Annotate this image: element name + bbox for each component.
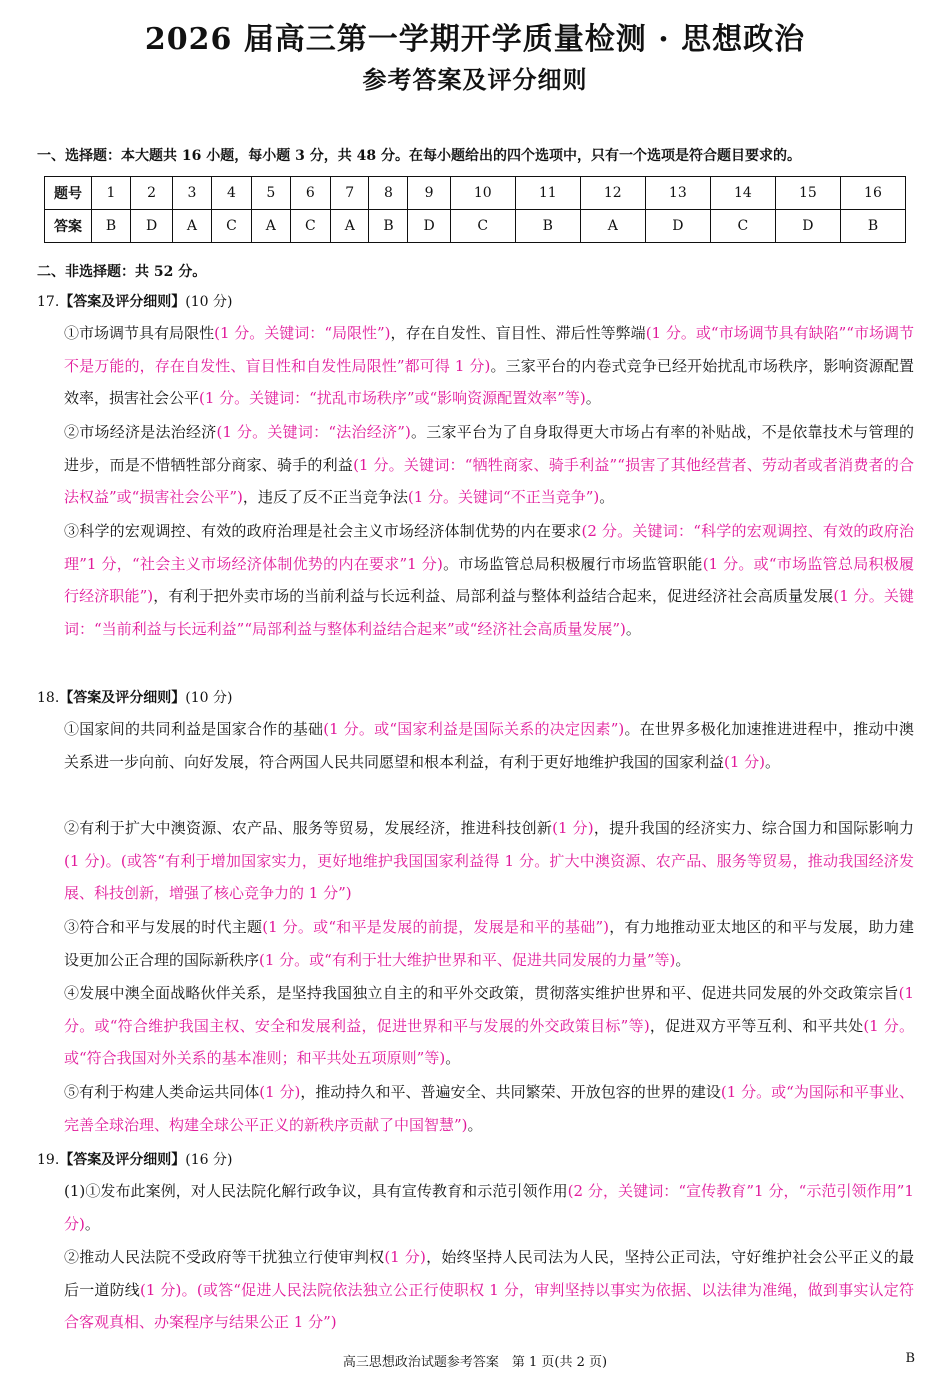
answer-cell: C bbox=[710, 210, 775, 243]
question-number: 14 bbox=[710, 177, 775, 210]
answer-text: ，违反了反不正当竞争法 bbox=[242, 488, 408, 507]
q18-number: 18. bbox=[37, 690, 60, 706]
question-number: 15 bbox=[775, 177, 840, 210]
answer-cell: A bbox=[580, 210, 645, 243]
scoring-note: (1 分。或“和平是发展的前提，发展是和平的基础”) bbox=[262, 918, 610, 936]
q19-number: 19. bbox=[37, 1152, 60, 1168]
answer-text: 。 bbox=[675, 950, 691, 969]
scoring-note: (1 分) bbox=[384, 1248, 426, 1266]
question-number: 6 bbox=[290, 177, 330, 210]
answer-text: 。三家平台为了自身取得更大市场占有率的补贴战，不是依靠技术与管理的进步，而是不惜牺牲部分商家、骑手的利益 bbox=[64, 423, 914, 474]
q18-score: (10 分) bbox=[185, 690, 233, 706]
scoring-note: (1 分。或“国家利益是国际关系的决定因素”) bbox=[323, 720, 625, 738]
q18-heading bbox=[37, 687, 232, 707]
question-number: 1 bbox=[92, 177, 131, 210]
paper-version-mark: B bbox=[905, 1351, 915, 1366]
q19-point-2 bbox=[64, 1241, 914, 1339]
q19-heading bbox=[37, 1149, 232, 1169]
scoring-note: (1 分。关键词：“扰乱市场秩序”或“影响资源配置效率”等) bbox=[199, 389, 586, 408]
q18-point-2 bbox=[64, 812, 914, 910]
q17-point-1 bbox=[64, 317, 914, 415]
page-footer: 高三思想政治试题参考答案 第 1 页(共 2 页) bbox=[342, 1355, 608, 1370]
q18-point-5 bbox=[64, 1076, 914, 1141]
answer-text: ，存在自发性、盲目性、滞后性等弊端 bbox=[390, 324, 646, 342]
answer-text: ④发展中澳全面战略伙伴关系，是坚持我国独立自主的和平外交政策，贯彻落实维护世界和平、促进共同发展的外交政策宗旨 bbox=[64, 984, 899, 1002]
answer-text: ③符合和平与发展的时代主题 bbox=[64, 918, 263, 936]
scoring-note: (1 分。或“为国际和平事业、完善全球治理、构建全球公平正义的新秩序贡献了中国智慧”) bbox=[64, 1083, 914, 1134]
answer-text: 。在世界多极化加速推进进程中，推动中澳关系进一步向前、向好发展，符合两国人民共同愿望和根本利益，有利于更好地维护我国的国家利益 bbox=[64, 720, 914, 771]
question-number: 5 bbox=[252, 177, 290, 210]
answer-cell: D bbox=[645, 210, 710, 243]
answer-cell: D bbox=[775, 210, 840, 243]
q18-point-3 bbox=[64, 911, 914, 976]
answer-text: 。 bbox=[625, 619, 641, 638]
scoring-note: (1 分) bbox=[259, 1083, 301, 1101]
answer-text: 。 bbox=[445, 1049, 461, 1068]
answer-text: 。 bbox=[599, 488, 615, 507]
question-number: 10 bbox=[450, 177, 515, 210]
answer-text: ①国家间的共同利益是国家合作的基础 bbox=[64, 720, 324, 738]
q19-point-1 bbox=[64, 1175, 914, 1240]
answer-text: 。 bbox=[467, 1115, 483, 1134]
answer-cell: A bbox=[173, 210, 211, 243]
question-number: 11 bbox=[515, 177, 580, 210]
scoring-note: (2 分，关键词：“宣传教育”1 分，“示范引领作用”1 分) bbox=[64, 1182, 914, 1233]
answer-text: ，有力地推动亚太地区的和平与发展，助力建设更加公正合理的国际新秩序 bbox=[64, 918, 914, 969]
scoring-note: (1 分。关键词：“局限性”) bbox=[214, 324, 391, 342]
answer-cell: A bbox=[331, 210, 369, 243]
q17-point-3 bbox=[64, 515, 914, 645]
row-label-answer: 答案 bbox=[45, 210, 92, 243]
page-title: 2026 届高三第一学期开学质量检测 · 思想政治 bbox=[144, 22, 806, 57]
answer-cell: C bbox=[290, 210, 330, 243]
q18-point-4 bbox=[64, 977, 914, 1075]
question-number: 8 bbox=[369, 177, 408, 210]
scoring-note: (1 分) bbox=[552, 819, 594, 837]
question-number: 4 bbox=[211, 177, 251, 210]
scoring-note: (1 分)。(或答“促进人民法院依法独立公正行使职权 1 分，审判坚持以事实为依据、以法律为准绳，做到事实认定符合客观真相、办案程序与结果公正 1 分”) bbox=[64, 1280, 914, 1332]
question-number: 9 bbox=[408, 177, 450, 210]
scoring-note: (1 分。关键词：“法治经济”) bbox=[216, 423, 411, 441]
answer-text: 。三家平台的内卷式竞争已经开始扰乱市场秩序，影响资源配置效率，损害社会公平 bbox=[64, 356, 914, 408]
section-multiple-choice-heading: 一、选择题：本大题共 16 小题，每小题 3 分，共 48 分。在每小题给出的四个选项中，只有一个选项是符合题目要求的。 bbox=[37, 148, 801, 164]
answer-text: 。 bbox=[585, 389, 601, 408]
q17-point-2 bbox=[64, 416, 914, 514]
answer-text: (1)①发布此案例，对人民法院化解行政争议，具有宣传教育和示范引领作用 bbox=[64, 1182, 568, 1200]
answer-text: ②推动人民法院不受政府等干扰独立行使审判权 bbox=[64, 1248, 385, 1266]
answer-text: ①市场调节具有局限性 bbox=[64, 324, 215, 342]
question-number: 13 bbox=[645, 177, 710, 210]
answer-cell: A bbox=[252, 210, 290, 243]
answer-cell: C bbox=[211, 210, 251, 243]
answer-text: ②市场经济是法治经济 bbox=[64, 423, 217, 441]
answer-text: ③科学的宏观调控、有效的政府治理是社会主义市场经济体制优势的内在要求 bbox=[64, 522, 582, 540]
q17-number: 17. bbox=[37, 294, 60, 310]
answer-text: ，始终坚持人民司法为人民，坚持公正司法，守好维护社会公平正义的最后一道防线 bbox=[64, 1248, 914, 1299]
scoring-note: (1 分。或“市场监管总局积极履行经济职能”) bbox=[64, 554, 915, 606]
answer-text: 。市场监管总局积极履行市场监管职能 bbox=[442, 554, 703, 573]
q19-score: (16 分) bbox=[185, 1152, 233, 1168]
page-subtitle: 参考答案及评分细则 bbox=[362, 65, 588, 94]
answer-cell: B bbox=[92, 210, 131, 243]
scoring-note: (1 分)。(或答“有利于增加国家实力，更好地维护我国国家利益得 1 分。扩大中澳资源、农产品、服务等贸易，推动我国经济发展、科技创新，增强了核心竞争力的 1 分”) bbox=[64, 851, 914, 903]
q17-score: (10 分) bbox=[185, 294, 233, 310]
answer-text: ②有利于扩大中澳资源、农产品、服务等贸易，发展经济，推进科技创新 bbox=[64, 819, 553, 837]
q18-label: 【答案及评分细则】 bbox=[59, 690, 186, 706]
question-number: 3 bbox=[173, 177, 211, 210]
scoring-note: (1 分。或“有利于壮大维护世界和平、促进共同发展的力量”等) bbox=[259, 950, 676, 969]
scoring-note: (1 分。关键词：“当前利益与长远利益”“局部利益与整体利益结合起来”或“经济社会高质量发展”) bbox=[64, 587, 914, 638]
answer-text: ⑤有利于构建人类命运共同体 bbox=[64, 1083, 260, 1101]
question-number-row bbox=[45, 177, 906, 210]
answer-row bbox=[45, 210, 906, 243]
answer-cell: D bbox=[131, 210, 173, 243]
answer-text: 。 bbox=[765, 752, 781, 771]
scoring-note: (1 分) bbox=[724, 752, 766, 771]
answer-cell: B bbox=[369, 210, 408, 243]
answer-cell: B bbox=[515, 210, 580, 243]
scoring-note: (1 分。或“市场调节具有缺陷”“市场调节不是万能的，存在自发性、盲目性和自发性局限性”都可得 1 分) bbox=[64, 324, 915, 375]
answer-cell: C bbox=[450, 210, 515, 243]
scoring-note: (1 分。关键词“不正当竞争”) bbox=[407, 488, 600, 507]
question-number: 16 bbox=[840, 177, 905, 210]
scoring-note: (1 分。或“符合我国对外关系的基本准则；和平共处五项原则”等) bbox=[64, 1016, 914, 1068]
question-number: 12 bbox=[580, 177, 645, 210]
row-label-number: 题号 bbox=[45, 177, 92, 210]
scoring-note: (2 分。关键词：“科学的宏观调控、有效的政府治理”1 分，“社会主义市场经济体制优势的内在要求”1 分) bbox=[64, 522, 914, 573]
q17-label: 【答案及评分细则】 bbox=[59, 294, 186, 310]
answer-cell: D bbox=[408, 210, 450, 243]
answer-text: ，提升我国的经济实力、综合国力和国际影响力 bbox=[593, 819, 914, 837]
scoring-note: (1 分。关键词：“牺牲商家、骑手利益”“损害了其他经营者、劳动者或者消费者的合法权益”或“损害社会公平”) bbox=[64, 455, 914, 507]
answer-text: ，推动持久和平、普遍安全、共同繁荣、开放包容的世界的建设 bbox=[300, 1083, 721, 1101]
answer-text: ，促进双方平等互利、和平共处 bbox=[649, 1016, 864, 1035]
q18-point-1 bbox=[64, 713, 914, 778]
answer-text: ，有利于把外卖市场的当前利益与长远利益、局部利益与整体利益结合起来，促进经济社会高质量发展 bbox=[153, 587, 834, 606]
answer-text: 。 bbox=[84, 1214, 100, 1233]
question-number: 7 bbox=[331, 177, 369, 210]
answer-table bbox=[44, 176, 906, 243]
scoring-note: (1 分。或“符合维护我国主权、安全和发展利益，促进世界和平与发展的外交政策目标”等) bbox=[64, 984, 914, 1035]
section-non-choice-heading: 二、非选择题：共 52 分。 bbox=[37, 264, 207, 280]
question-number: 2 bbox=[131, 177, 173, 210]
q17-heading bbox=[37, 291, 232, 311]
q19-label: 【答案及评分细则】 bbox=[59, 1152, 186, 1168]
answer-cell: B bbox=[840, 210, 905, 243]
